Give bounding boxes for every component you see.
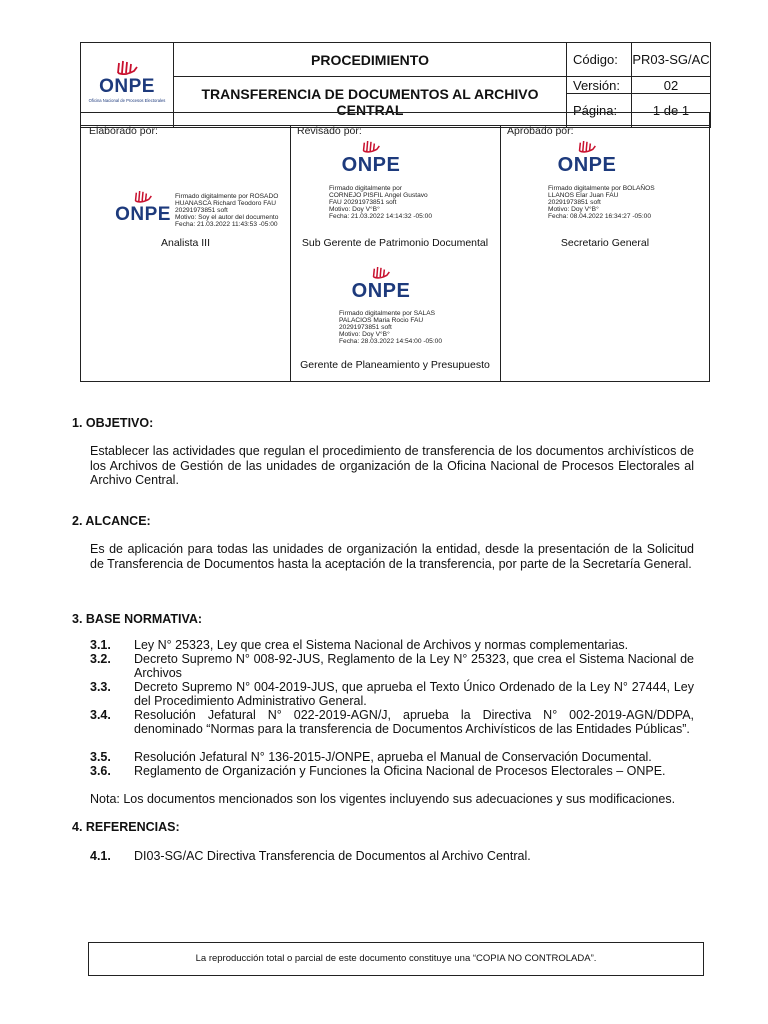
signature-logo: [111, 189, 175, 229]
column-divider: [290, 125, 291, 381]
section-heading-referencias: 4. REFERENCIAS:: [72, 820, 180, 834]
paragraph-alcance: Es de aplicación para todas las unidades de organización la entidad, desde la presentación de la Solicitud de Transferencia de Documentos hasta la aceptación de la transferencia, por parte de la Secretaría General.: [90, 542, 694, 571]
page-value: 1 de 1: [632, 94, 711, 128]
document-type-title: PROCEDIMIENTO: [174, 43, 567, 77]
section-heading-alcance: 2. ALCANCE:: [72, 514, 151, 528]
onpe-hand-icon: [115, 59, 139, 75]
digital-signature-cornejo: Firmado digitalmente por CORNEJO PISFIL Angel Gustavo FAU 20291973851 soft Motivo: Doy V°B° Fecha: 21.03.2022 14:14:32 -05:00: [329, 185, 433, 220]
code-value: PR03-SG/AC: [632, 43, 711, 77]
signature-logo-text: ONPE: [341, 154, 401, 176]
paragraph-objetivo: Establecer las actividades que regulan el procedimiento de transferencia de los documentos archivísticos de los Archivos de Gestión de las unidades de organización de la Oficina Nacional de Procesos Electorales al Archivo Central.: [90, 444, 694, 487]
digital-signature-salas: Firmado digitalmente por SALAS PALACIOS Maria Rocio FAU 20291973851 soft Motivo: Doy V°B° Fecha: 28.03.2022 14:54:00 -05:00: [339, 310, 443, 345]
role-gerente-planeamiento: Gerente de Planeamiento y Presupuesto: [300, 359, 490, 371]
role-secretario: Secretario General: [560, 237, 650, 249]
onpe-hand-icon: [133, 189, 153, 203]
code-label: Código:: [567, 43, 632, 77]
section-heading-objetivo: 1. OBJETIVO:: [72, 416, 154, 430]
onpe-hand-icon: [361, 139, 381, 153]
version-value: 02: [632, 77, 711, 94]
digital-signature-rosado: Firmado digitalmente por ROSADO HUANASCA Richard Teodoro FAU 20291973851 soft Motivo: Soy el autor del documento Fecha: 21.03.2022 11:43:53 -05:00: [175, 193, 279, 228]
header-logo-subtext: Oficina Nacional de Procesos Electorales: [88, 98, 166, 103]
page-label: Página:: [567, 94, 632, 128]
elaborado-label: Elaborado por:: [89, 125, 158, 137]
section-heading-base-normativa: 3. BASE NORMATIVA:: [72, 612, 203, 626]
signature-box: [80, 112, 710, 382]
aprobado-label: Aprobado por:: [507, 125, 574, 137]
signature-logo: [335, 139, 407, 183]
document-title: TRANSFERENCIA DE DOCUMENTOS AL ARCHIVO CENTRAL: [174, 77, 567, 128]
revisado-label: Revisado por:: [297, 125, 362, 137]
digital-signature-bolanos: Firmado digitalmente por BOLAÑOS LLANOS Elar Juan FAU 20291973851 soft Motivo: Doy V°B° Fecha: 08.04.2022 16:34:27 -05:00: [548, 185, 655, 220]
signature-top-strip: [81, 113, 709, 126]
header-logo-text: ONPE: [99, 76, 155, 97]
onpe-hand-icon: [577, 139, 597, 153]
normative-note: Nota: Los documentos mencionados son los vigentes incluyendo sus adecuaciones y sus modificaciones.: [90, 792, 676, 806]
version-label: Versión:: [567, 77, 632, 94]
onpe-hand-icon: [371, 265, 391, 279]
column-divider: [500, 125, 501, 381]
signature-logo-text: ONPE: [557, 154, 617, 176]
signature-logo-text: ONPE: [351, 280, 411, 302]
role-analista: Analista III: [160, 237, 211, 249]
signature-logo: [551, 139, 623, 183]
signature-logo-text: ONPE: [115, 204, 171, 225]
role-sub-gerente: Sub Gerente de Patrimonio Documental: [301, 237, 489, 249]
footer-disclaimer: La reproducción total o parcial de este documento constituye una “COPIA NO CONTROLADA”.: [88, 942, 704, 976]
signature-logo: [345, 265, 417, 309]
